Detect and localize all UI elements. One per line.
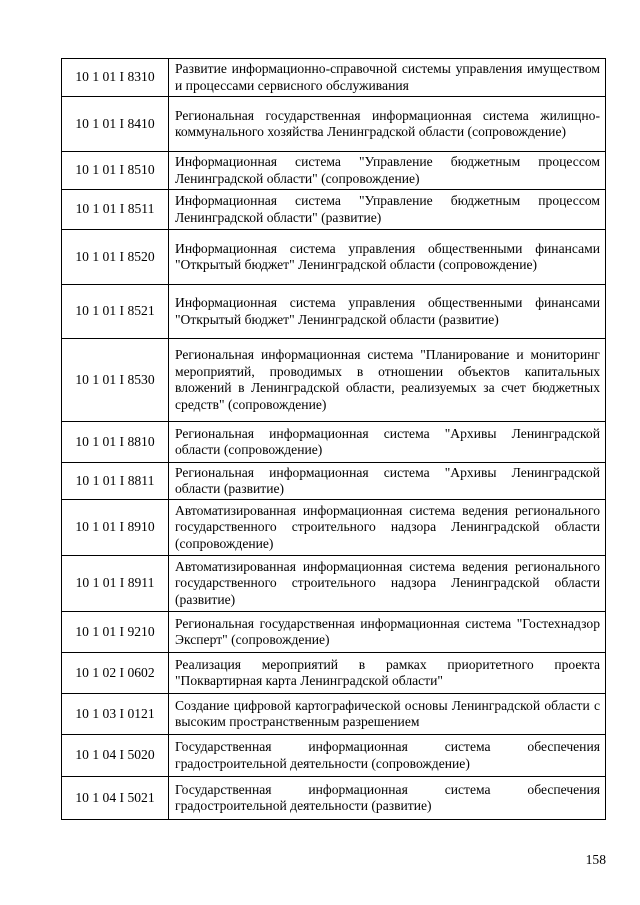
table-row xyxy=(62,500,606,556)
row-description: Государственная информационная система обеспечения градостроительной деятельности (развитие) xyxy=(169,777,606,820)
table-row xyxy=(62,612,606,653)
table-row xyxy=(62,777,606,820)
row-description: Региональная информационная система "Планирование и мониторинг мероприятий, проводимых в отношении объектов капитальных вложений в Ленинградской области, реализуемых за счет бюджетных средств" (сопровождение) xyxy=(169,339,606,422)
table-row xyxy=(62,653,606,694)
row-code: 10 1 01 I 9210 xyxy=(62,612,169,653)
row-code: 10 1 04 I 5020 xyxy=(62,735,169,777)
table-row xyxy=(62,190,606,230)
table-row xyxy=(62,735,606,777)
table-row xyxy=(62,97,606,152)
table-row xyxy=(62,463,606,500)
row-description: Региональная информационная система "Архивы Ленинградской области (сопровождение) xyxy=(169,422,606,463)
table-row xyxy=(62,694,606,735)
row-code: 10 1 01 I 8310 xyxy=(62,59,169,97)
table-row xyxy=(62,230,606,285)
row-code: 10 1 01 I 8911 xyxy=(62,556,169,612)
row-code: 10 1 01 I 8811 xyxy=(62,463,169,500)
row-code: 10 1 01 I 8511 xyxy=(62,190,169,230)
table-row xyxy=(62,556,606,612)
row-code: 10 1 01 I 8510 xyxy=(62,152,169,190)
page-number: 158 xyxy=(585,852,606,867)
row-description: Информационная система "Управление бюджетным процессом Ленинградской области" (развитие) xyxy=(169,190,606,230)
row-description: Автоматизированная информационная система ведения регионального государственного строительного надзора Ленинградской области (развитие) xyxy=(169,556,606,612)
row-code: 10 1 02 I 0602 xyxy=(62,653,169,694)
row-description: Региональная государственная информационная система "Гостехнадзор Эксперт" (сопровождение) xyxy=(169,612,606,653)
budget-code-table xyxy=(61,58,606,820)
row-description: Создание цифровой картографической основы Ленинградской области с высоким пространственным разрешением xyxy=(169,694,606,735)
row-code: 10 1 01 I 8530 xyxy=(62,339,169,422)
row-description: Региональная информационная система "Архивы Ленинградской области (развитие) xyxy=(169,463,606,500)
row-code: 10 1 01 I 8910 xyxy=(62,500,169,556)
row-description: Информационная система управления общественными финансами "Открытый бюджет" Ленинградской области (развитие) xyxy=(169,285,606,339)
row-code: 10 1 01 I 8410 xyxy=(62,97,169,152)
row-description: Информационная система управления общественными финансами "Открытый бюджет" Ленинградской области (сопровождение) xyxy=(169,230,606,285)
row-code: 10 1 01 I 8521 xyxy=(62,285,169,339)
row-description: Реализация мероприятий в рамках приоритетного проекта "Поквартирная карта Ленинградской области" xyxy=(169,653,606,694)
row-description: Развитие информационно-справочной системы управления имуществом и процессами сервисного обслуживания xyxy=(169,59,606,97)
table-row xyxy=(62,422,606,463)
table-row xyxy=(62,339,606,422)
row-description: Автоматизированная информационная система ведения регионального государственного строительного надзора Ленинградской области (сопровождение) xyxy=(169,500,606,556)
row-code: 10 1 03 I 0121 xyxy=(62,694,169,735)
table-row xyxy=(62,152,606,190)
row-code: 10 1 01 I 8520 xyxy=(62,230,169,285)
table-row xyxy=(62,285,606,339)
table-row xyxy=(62,59,606,97)
row-description: Государственная информационная система обеспечения градостроительной деятельности (сопровождение) xyxy=(169,735,606,777)
row-code: 10 1 04 I 5021 xyxy=(62,777,169,820)
row-code: 10 1 01 I 8810 xyxy=(62,422,169,463)
row-description: Региональная государственная информационная система жилищно-коммунального хозяйства Ленинградской области (сопровождение) xyxy=(169,97,606,152)
row-description: Информационная система "Управление бюджетным процессом Ленинградской области" (сопровождение) xyxy=(169,152,606,190)
